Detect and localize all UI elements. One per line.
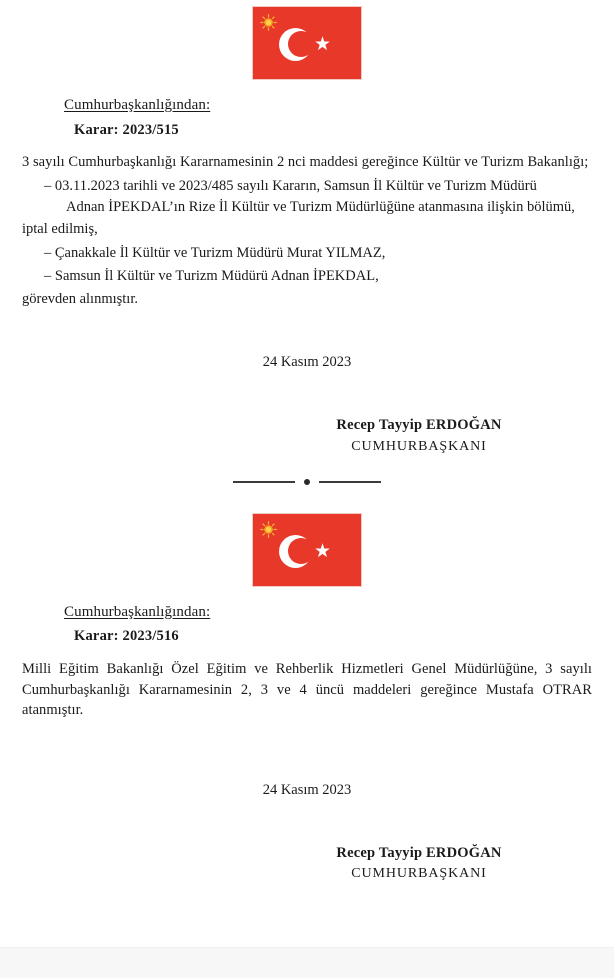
- sun-emblem-icon: [260, 521, 277, 538]
- separator-dot-icon: [304, 479, 310, 485]
- decree-one-item-2: – Çanakkale İl Kültür ve Turizm Müdürü Murat YILMAZ,: [44, 244, 386, 261]
- decree-one-issuer: Cumhurbaşkanlığından:: [64, 97, 211, 113]
- turkish-flag-icon: [252, 6, 362, 80]
- decree-two-signature: [254, 844, 584, 884]
- crescent-inner-shape: [288, 538, 314, 564]
- decree-two-decision-number: Karar: 2023/516: [74, 628, 179, 645]
- separator-rule-left: [233, 481, 295, 483]
- decree-one-block: [0, 96, 614, 457]
- decree-two-issuer: Cumhurbaşkanlığından:: [64, 603, 211, 620]
- separator-rule-right: [319, 481, 381, 483]
- decree-two-signer-title: CUMHURBAŞKANI: [351, 866, 487, 882]
- decree-one-signature: [254, 416, 584, 456]
- star-icon: ★: [313, 539, 332, 562]
- flag-container-bottom: [0, 513, 614, 587]
- sun-emblem-icon: [260, 14, 277, 31]
- decree-two-block: [0, 603, 614, 884]
- page-footer-band: [0, 947, 614, 978]
- decree-one-item-1-continuation: Adnan İPEKDAL’ın Rize İl Kültür ve Turizm Müdürlüğüne atanmasına ilişkin bölümü,: [66, 198, 575, 215]
- decree-one-item-1-closing: iptal edilmiş,: [22, 221, 98, 238]
- crescent-inner-shape: [288, 31, 314, 57]
- star-icon: ★: [313, 33, 332, 55]
- flag-container-top: [0, 6, 614, 80]
- decree-one-date: 24 Kasım 2023: [262, 354, 352, 371]
- decree-one-item-1: [22, 176, 592, 217]
- decree-one-signer-name: Recep Tayyip ERDOĞAN: [336, 417, 502, 434]
- decree-one-signer-title: CUMHURBAŞKANI: [351, 438, 487, 454]
- decree-one-item-1-lead: – 03.11.2023 tarihli ve 2023/485 sayılı Kararın, Samsun İl Kültür ve Turizm Müdürü: [44, 177, 537, 194]
- decree-one-closing: görevden alınmıştır.: [22, 290, 138, 307]
- decree-one-intro-paragraph: 3 sayılı Cumhurbaşkanlığı Kararnamesinin 2 nci maddesi gereğince Kültür ve Turizm Bakanlığı;: [22, 154, 589, 171]
- decree-two-date: 24 Kasım 2023: [262, 781, 352, 798]
- decree-two-signer-name: Recep Tayyip ERDOĞAN: [336, 844, 502, 861]
- turkish-flag-icon: [252, 513, 362, 587]
- decree-one-item-3: – Samsun İl Kültür ve Turizm Müdürü Adnan İPEKDAL,: [44, 268, 379, 285]
- decree-one-decision-number: Karar: 2023/515: [74, 121, 179, 138]
- decree-two-body-paragraph: Milli Eğitim Bakanlığı Özel Eğitim ve Rehberlik Hizmetleri Genel Müdürlüğüne, 3 sayılı Cumhurbaşkanlığı Kararnamesinin 2, 3 ve 4 üncü maddeleri gereğince Mustafa OTRAR atanmıştır.: [22, 661, 592, 719]
